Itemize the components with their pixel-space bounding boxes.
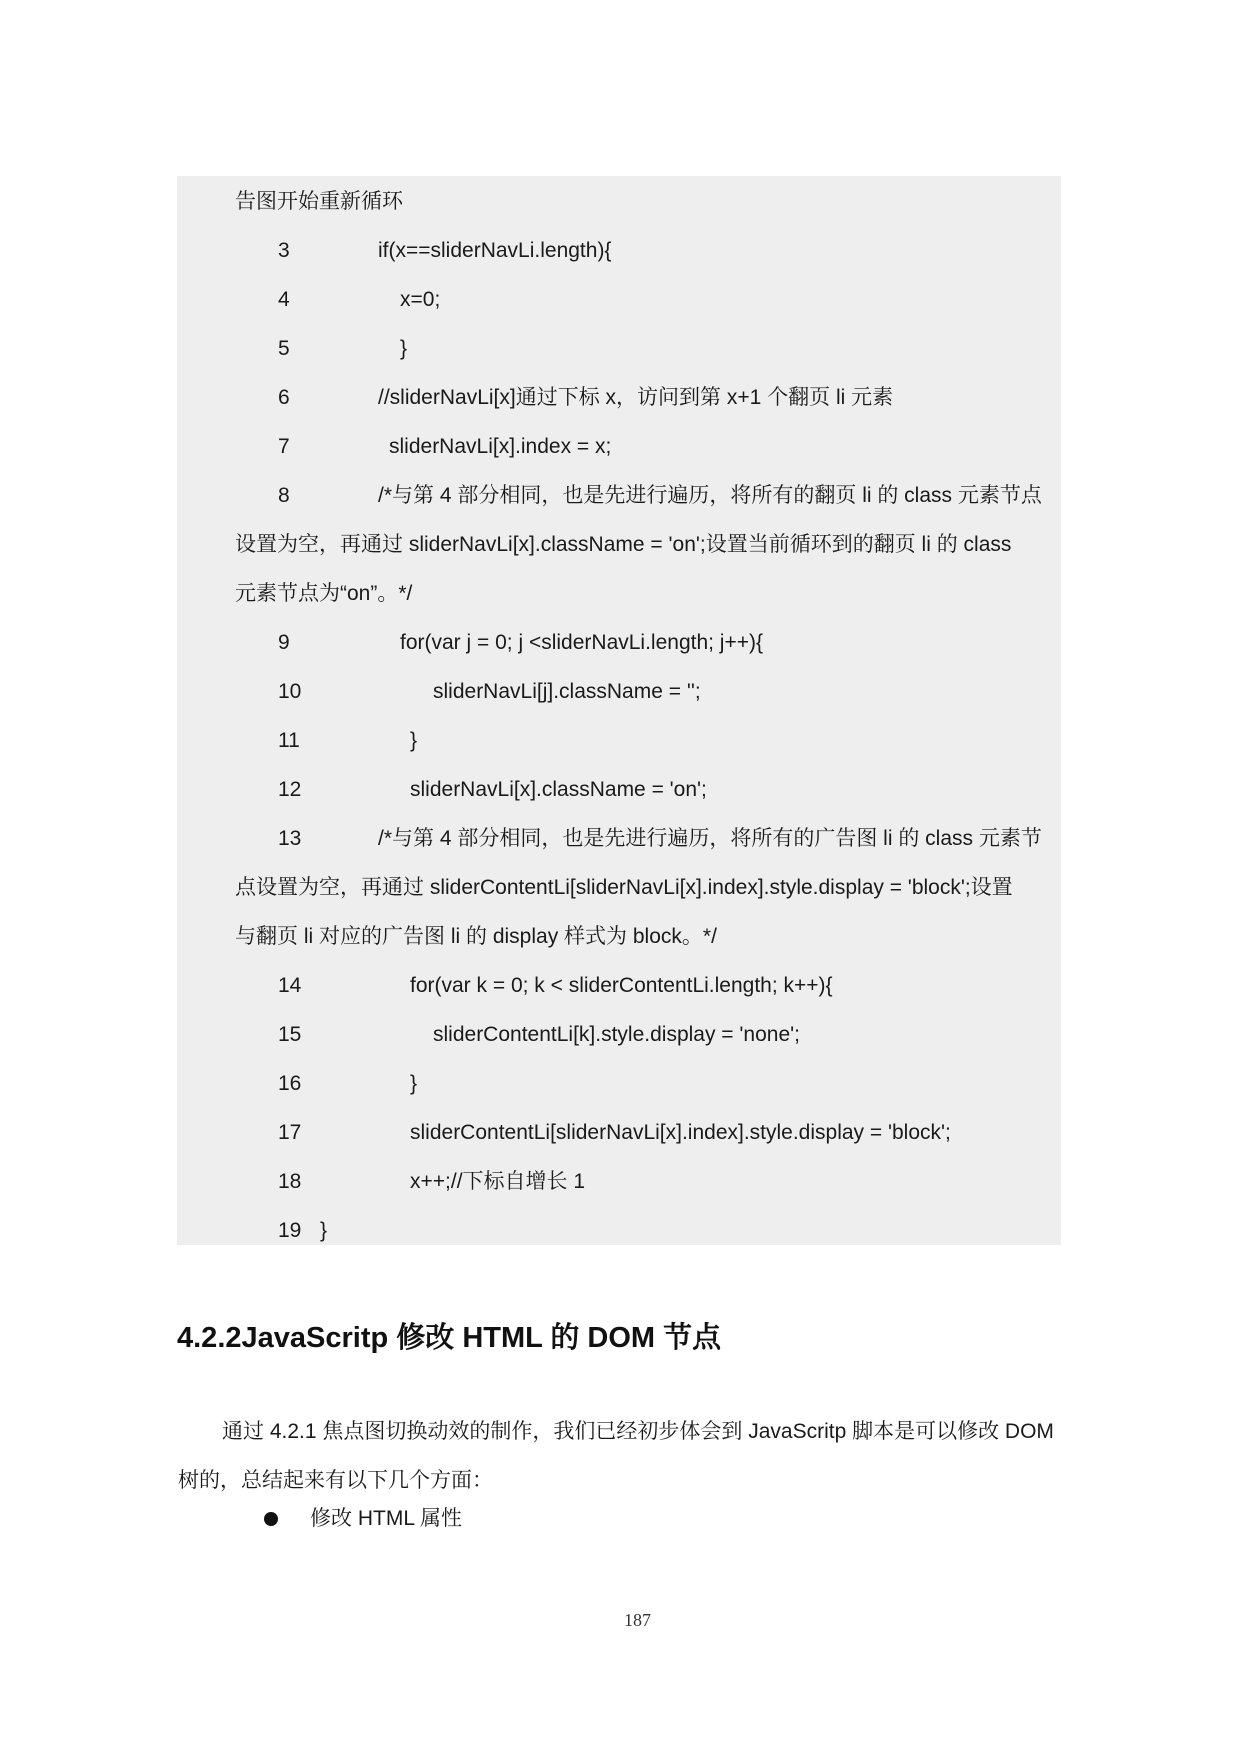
code-line-text: } — [400, 337, 408, 360]
code-line-number: 17 — [278, 1121, 302, 1144]
code-line-number: 12 — [278, 778, 302, 801]
code-line-number: 19 — [278, 1219, 302, 1242]
code-line-number: 4 — [278, 288, 290, 311]
code-line-text: for(var k = 0; k < sliderContentLi.length; k++){ — [410, 974, 833, 997]
code-line-text: //sliderNavLi[x]通过下标 x，访问到第 x+1 个翻页 li 元素 — [378, 386, 894, 409]
code-line-number: 3 — [278, 239, 290, 262]
code-line-text: sliderNavLi[j].className = ''; — [433, 680, 701, 703]
code-line-number: 10 — [278, 680, 302, 703]
code-line-text: } — [410, 1072, 418, 1095]
code-line-text: x++;//下标自增长 1 — [410, 1170, 586, 1193]
page-number: 187 — [624, 1610, 651, 1630]
bullet-icon — [264, 1512, 278, 1526]
code-line-text: } — [410, 729, 418, 752]
code-line-text: x=0; — [400, 288, 441, 311]
code-line-number: 7 — [278, 435, 290, 458]
code-line-number: 16 — [278, 1072, 302, 1095]
bullet-item: 修改 HTML 属性 — [310, 1507, 463, 1530]
code-line-number: 6 — [278, 386, 290, 409]
code-line-number: 13 — [278, 827, 302, 850]
body-paragraph-line: 通过 4.2.1 焦点图切换动效的制作，我们已经初步体会到 JavaScritp 脚本是可以修改 DOM — [222, 1420, 1054, 1443]
code-line-text: sliderNavLi[x].className = 'on'; — [410, 778, 707, 801]
code-line-text: 设置为空，再通过 sliderNavLi[x].className = 'on';设置当前循环到的翻页 li 的 class — [235, 533, 1012, 556]
code-block — [177, 176, 1061, 1245]
code-line-text: if(x==sliderNavLi.length){ — [378, 239, 612, 262]
code-line-text: } — [320, 1219, 328, 1242]
code-line-text: for(var j = 0; j <sliderNavLi.length; j++){ — [400, 631, 764, 654]
code-line-text: /*与第 4 部分相同，也是先进行遍历，将所有的广告图 li 的 class 元素节 — [378, 827, 1042, 850]
body-paragraph-line: 树的，总结起来有以下几个方面： — [178, 1469, 493, 1492]
code-line-number: 11 — [278, 729, 300, 752]
code-line-number: 5 — [278, 337, 290, 360]
code-line-text: 点设置为空，再通过 sliderContentLi[sliderNavLi[x].index].style.display = 'block';设置 — [235, 876, 1013, 899]
code-line-number: 9 — [278, 631, 290, 654]
code-line-text: sliderContentLi[sliderNavLi[x].index].style.display = 'block'; — [410, 1121, 951, 1144]
code-line-number: 14 — [278, 974, 302, 997]
code-line-number: 18 — [278, 1170, 302, 1193]
code-line-number: 15 — [278, 1023, 302, 1046]
code-line-text: sliderNavLi[x].index = x; — [389, 435, 612, 458]
section-heading: 4.2.2JavaScritp 修改 HTML 的 DOM 节点 — [177, 1322, 722, 1354]
code-line-number: 8 — [278, 484, 290, 507]
code-line-text: 与翻页 li 对应的广告图 li 的 display 样式为 block。*/ — [235, 925, 717, 948]
code-line-text: 告图开始重新循环 — [235, 190, 403, 213]
code-line-text: sliderContentLi[k].style.display = 'none'; — [433, 1023, 800, 1046]
code-line-text: 元素节点为“on”。*/ — [235, 582, 413, 605]
code-line-text: /*与第 4 部分相同，也是先进行遍历，将所有的翻页 li 的 class 元素节点 — [378, 484, 1042, 507]
